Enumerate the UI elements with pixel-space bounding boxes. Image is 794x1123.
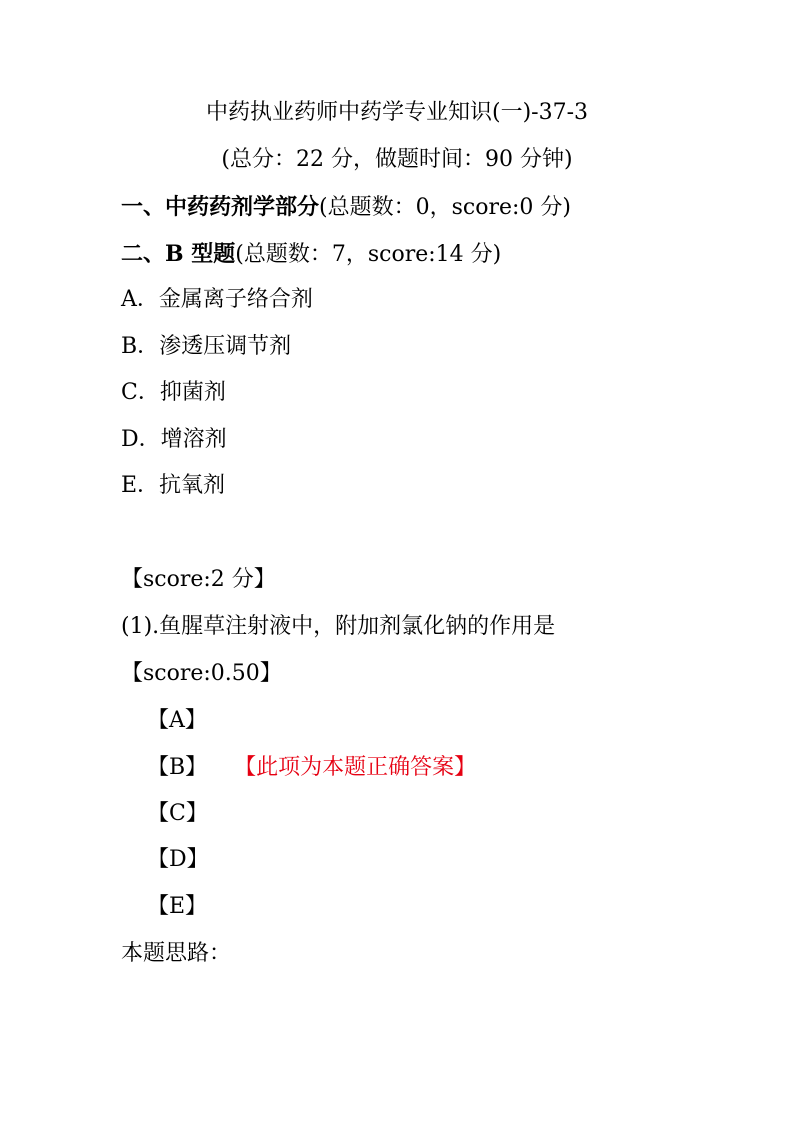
question-score: 【score:0.50】 [121, 661, 282, 686]
choice-a: 【A】 [147, 708, 207, 733]
option-d: D．增溶剂 [121, 427, 227, 452]
section-heading-2 [121, 240, 501, 269]
section-meta: (总题数：7，score:14 分) [235, 242, 502, 267]
choice-label: 【B】 [147, 755, 208, 780]
document-subtitle: (总分：22 分，做题时间：90 分钟) [221, 147, 573, 172]
choice-b [147, 754, 476, 782]
group-score: 【score:2 分】 [121, 567, 276, 592]
document-title: 中药执业药师中药学专业知识(一)-37-3 [205, 100, 589, 125]
analysis-label: 本题思路： [121, 941, 232, 966]
section-title: 一、中药药剂学部分 [121, 194, 320, 220]
option-e: E．抗氧剂 [121, 473, 226, 498]
option-a: A．金属离子络合剂 [121, 287, 313, 312]
choice-c: 【C】 [147, 801, 208, 826]
correct-answer-note: 【此项为本题正确答案】 [245, 755, 477, 780]
choice-e: 【E】 [147, 894, 208, 919]
option-b: B．渗透压调节剂 [121, 334, 292, 359]
section-heading-1 [121, 193, 571, 222]
option-c: C．抑菌剂 [121, 380, 226, 405]
question-text: (1).鱼腥草注射液中，附加剂氯化钠的作用是 [121, 614, 556, 639]
section-title: 二、B 型题 [121, 241, 236, 267]
section-meta: (总题数：0，score:0 分) [319, 195, 571, 220]
choice-d: 【D】 [147, 847, 209, 872]
